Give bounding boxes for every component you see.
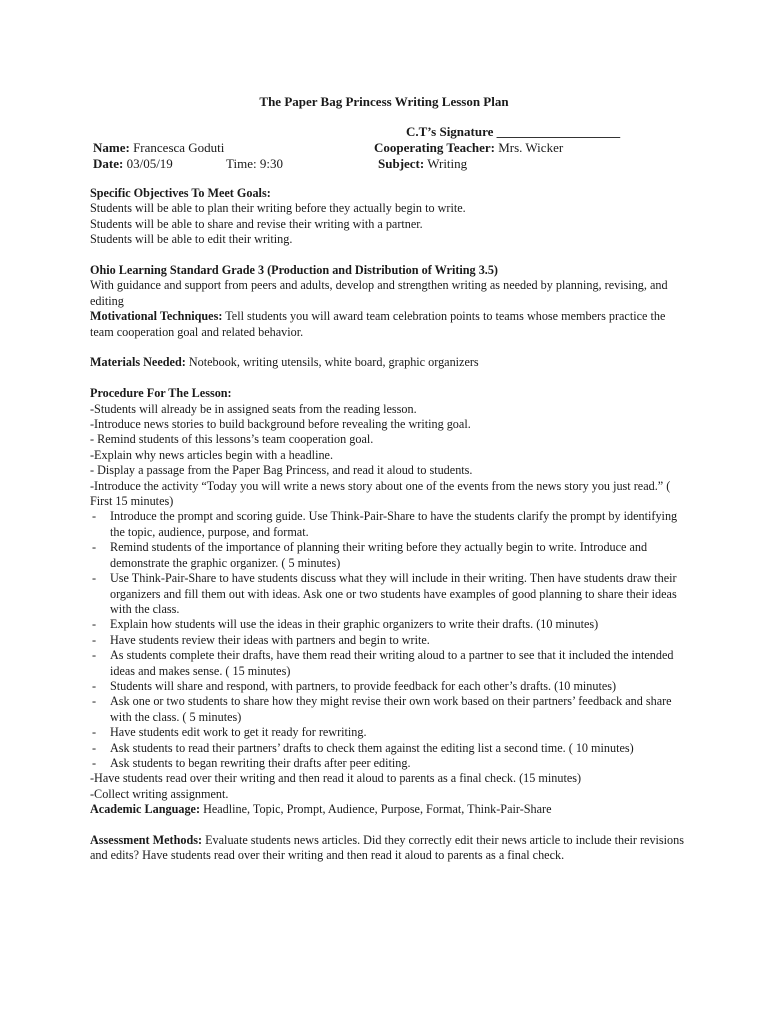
procedure-section <box>90 386 690 802</box>
dash-marker: - <box>92 725 97 740</box>
procedure-step <box>90 725 690 740</box>
academic-language-text: Headline, Topic, Prompt, Audience, Purpose, Format, Think-Pair-Share <box>200 802 552 817</box>
ct-signature-line: C.T’s Signature ___________________ <box>406 124 621 139</box>
procedure-intro-line: -Introduce the activity “Today you will write a news story about one of the events from the news story you just read.” ( First 15 minutes) <box>90 478 671 509</box>
dash-marker: - <box>92 632 97 647</box>
academic-language-section <box>90 802 690 817</box>
procedure-intro-line: -Students will already be in assigned seats from the reading lesson. <box>90 401 417 416</box>
objective-line: Students will be able to plan their writing before they actually begin to write. <box>90 201 466 216</box>
cooperating-teacher-label: Cooperating Teacher: <box>374 140 495 155</box>
procedure-step <box>90 741 690 756</box>
materials-section <box>90 355 690 370</box>
objectives-section <box>90 186 690 248</box>
procedure-intro-line: - Display a passage from the Paper Bag Princess, and read it aloud to students. <box>90 463 473 478</box>
procedure-intro-line: -Explain why news articles begin with a headline. <box>90 447 334 462</box>
name-row <box>93 140 224 156</box>
dash-marker: - <box>92 617 97 632</box>
procedure-closing-line: -Have students read over their writing and then read it aloud to parents as a final check. (15 minutes) <box>90 771 582 786</box>
step-text: Ask students to began rewriting their drafts after peer editing. <box>110 755 411 770</box>
procedure-step <box>90 648 690 679</box>
standard-heading: Ohio Learning Standard Grade 3 (Production and Distribution of Writing 3.5) <box>90 263 498 278</box>
step-text: Introduce the prompt and scoring guide. Use Think-Pair-Share to have the students clarify the prompt by identifying the topic, audience, purpose, and format. <box>110 509 678 539</box>
procedure-step <box>90 540 690 571</box>
dash-marker: - <box>92 755 97 770</box>
name-label: Name: <box>93 140 130 155</box>
date-value: 03/05/19 <box>126 156 173 171</box>
standard-text: With guidance and support from peers and adults, develop and strengthen writing as needed by planning, revising, and editing <box>90 278 668 308</box>
motivation-text: Tell students you will award team celebration points to teams whose members practice the team cooperation goal and related behavior. <box>90 309 666 339</box>
procedure-step <box>90 633 690 648</box>
dash-marker: - <box>92 509 97 524</box>
procedure-step <box>90 509 690 540</box>
dash-marker: - <box>92 694 97 709</box>
time-value: Time: 9:30 <box>226 156 283 171</box>
date-row <box>93 156 173 172</box>
dash-marker: - <box>92 678 97 693</box>
procedure-heading: Procedure For The Lesson: <box>90 386 232 401</box>
procedure-step <box>90 571 690 617</box>
assessment-text: Evaluate students news articles. Did they correctly edit their news article to include their revisions and edits? Have students read over their writing and then read it aloud to parents as a final check. <box>90 833 684 863</box>
cooperating-teacher-row <box>374 140 563 156</box>
motivation-label: Motivational Techniques: <box>90 309 223 324</box>
materials-text: Notebook, writing utensils, white board, graphic organizers <box>185 355 479 370</box>
procedure-step <box>90 617 690 632</box>
step-text: Ask students to read their partners’ drafts to check them against the editing list a second time. ( 10 minutes) <box>110 740 634 755</box>
procedure-intro-line: - Remind students of this lessons’s team cooperation goal. <box>90 432 374 447</box>
procedure-step <box>90 694 690 725</box>
subject-value: Writing <box>427 156 468 171</box>
motivation-section <box>90 309 690 340</box>
document-title: The Paper Bag Princess Writing Lesson Plan <box>259 94 509 109</box>
objective-line: Students will be able to edit their writing. <box>90 232 293 247</box>
objectives-heading: Specific Objectives To Meet Goals: <box>90 186 271 200</box>
step-text: Remind students of the importance of planning their writing before they actually begin to write. Introduce and demonstrate the graphic organizer. ( 5 minutes) <box>110 540 648 570</box>
dash-marker: - <box>92 571 97 586</box>
name-value: Francesca Goduti <box>133 140 225 155</box>
step-text: Ask one or two students to share how they might revise their own work based on their partners’ feedback and share with the class. ( 5 minutes) <box>110 694 672 724</box>
step-text: Have students review their ideas with partners and begin to write. <box>110 632 430 647</box>
dash-marker: - <box>92 740 97 755</box>
cooperating-teacher-value: Mrs. Wicker <box>498 140 564 155</box>
procedure-closing-line: -Collect writing assignment. <box>90 786 229 801</box>
subject-row <box>378 156 467 172</box>
procedure-intro-line: -Introduce news stories to build background before revealing the writing goal. <box>90 417 471 432</box>
procedure-step <box>90 756 690 771</box>
step-text: Explain how students will use the ideas in their graphic organizers to write their drafts. (10 minutes) <box>110 617 599 632</box>
step-text: Have students edit work to get it ready for rewriting. <box>110 725 367 740</box>
step-text: Use Think-Pair-Share to have students discuss what they will include in their writing. Then have students draw their organizers and fill them out with ideas. Ask one or two students have examples of good planning to share their ideas with the class. <box>110 571 677 616</box>
standard-section <box>90 263 690 309</box>
step-text: Students will share and respond, with partners, to provide feedback for each other’s drafts. (10 minutes) <box>110 678 617 693</box>
materials-label: Materials Needed: <box>90 355 186 370</box>
assessment-section <box>90 833 690 864</box>
date-label: Date: <box>93 156 124 171</box>
academic-language-label: Academic Language: <box>90 802 201 817</box>
procedure-step <box>90 679 690 694</box>
dash-marker: - <box>92 648 97 663</box>
objective-line: Students will be able to share and revise their writing with a partner. <box>90 216 423 231</box>
subject-label: Subject: <box>378 156 425 171</box>
step-text: As students complete their drafts, have them read their writing aloud to a partner to see that it included the intended ideas and makes sense. ( 15 minutes) <box>110 648 674 678</box>
lesson-body <box>90 186 690 864</box>
assessment-label: Assessment Methods: <box>90 833 203 847</box>
dash-marker: - <box>92 540 97 555</box>
